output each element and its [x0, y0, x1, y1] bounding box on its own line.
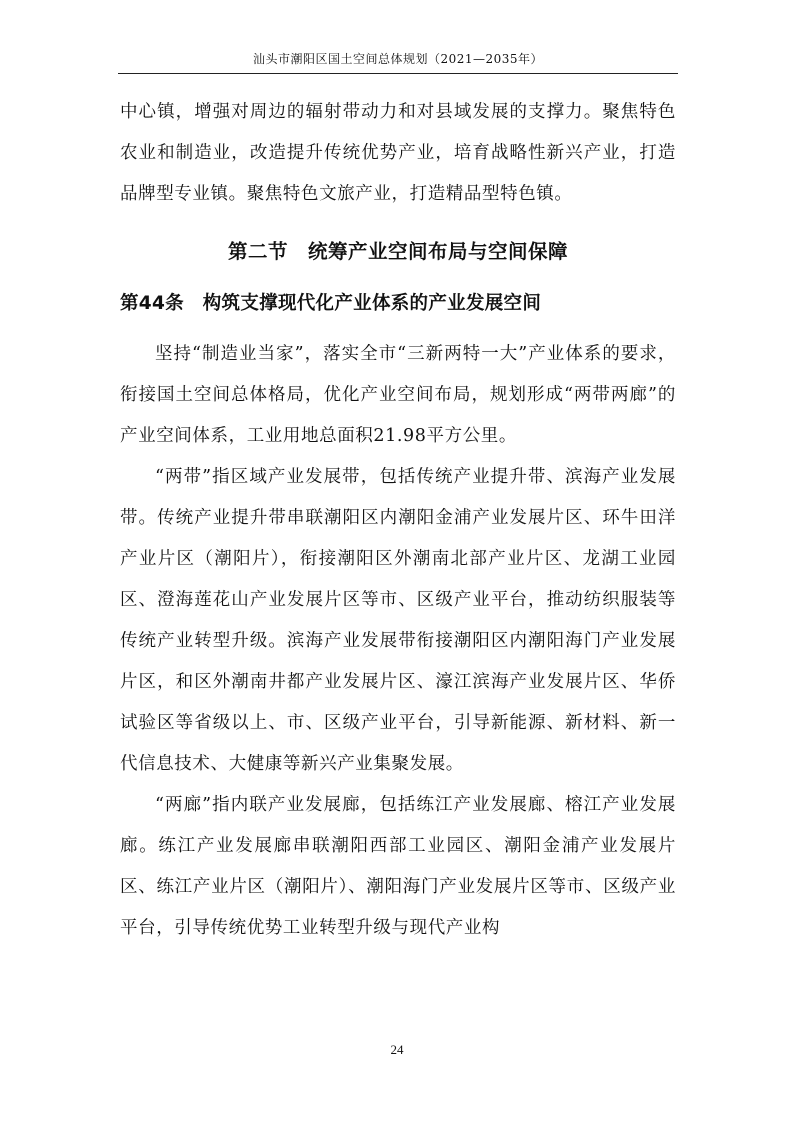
paragraph-two-belts: “两带”指区域产业发展带，包括传统产业提升带、滨海产业发展带。传统产业提升带串联潮阳区内潮阳金浦产业发展片区、环牛田洋产业片区（潮阳片），衔接潮阳区外潮南北部产业片区、龙湖工业园区、澄海莲花山产业发展片区等市、区级产业平台，推动纺织服装等传统产业转型升级。滨海产业发展带衔接潮阳区内潮阳海门产业发展片区，和区外潮南井都产业发展片区、濠江滨海产业发展片区、华侨试验区等省级以上、市、区级产业平台，引导新能源、新材料、新一代信息技术、大健康等新兴产业集聚发展。: [120, 467, 676, 774]
article-title: 第44条 构筑支撑现代化产业体系的产业发展空间: [120, 293, 542, 314]
header-divider: [118, 73, 678, 74]
paragraph-two-corridors: “两廊”指内联产业发展廊，包括练江产业发展廊、榕江产业发展廊。练江产业发展廊串联潮阳西部工业园区、潮阳金浦产业发展片区、练江产业片区（潮阳片）、潮阳海门产业发展片区等市、区级产业平台，引导传统优势工业转型升级与现代产业构: [120, 795, 676, 938]
section-title: 第二节 统筹产业空间布局与空间保障: [227, 240, 568, 263]
article-body: [120, 334, 676, 949]
page-header: 汕头市潮阳区国土空间总体规划（2021—2035年）: [252, 52, 544, 66]
continuation-paragraph: [120, 92, 676, 215]
continuation-text: 中心镇，增强对周边的辐射带动力和对县域发展的支撑力。聚焦特色农业和制造业，改造提升传统优势产业，培育战略性新兴产业，打造品牌型专业镇。聚焦特色文旅产业，打造精品型特色镇。: [120, 102, 676, 204]
paragraph-intro: 坚持“制造业当家”，落实全市“三新两特一大”产业体系的要求，衔接国土空间总体格局，优化产业空间布局，规划形成“两带两廊”的产业空间体系，工业用地总面积21.98平方公里。: [120, 344, 676, 446]
page-number: 24: [390, 1042, 404, 1057]
